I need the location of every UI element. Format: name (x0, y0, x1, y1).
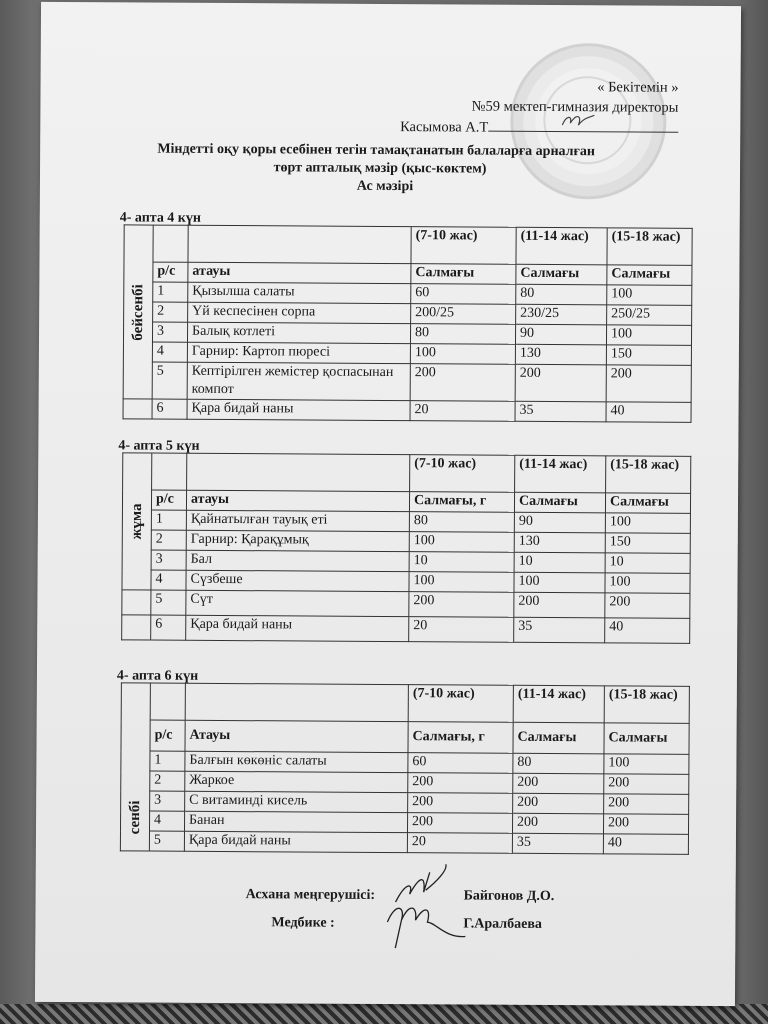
document-title-line3: Ас мәзірі (356, 178, 414, 195)
weight-15-18: 200 (604, 774, 689, 795)
document-page (35, 2, 741, 1006)
row-number: 1 (150, 751, 185, 771)
table-row (120, 831, 688, 854)
table-row (122, 590, 690, 618)
col-header-weight: Салмағы, г (409, 492, 514, 513)
weight-7-10: 80 (409, 512, 514, 533)
col-header-number: р/с (151, 490, 186, 510)
dish-name: Бал (186, 550, 409, 571)
weight-7-10: 10 (409, 552, 514, 573)
weight-7-10: 60 (411, 284, 516, 305)
day-cell (123, 225, 153, 399)
row-number: 3 (151, 550, 186, 570)
row-number: 3 (150, 791, 185, 811)
age-group-11-14: (11-14 жас) (515, 455, 606, 493)
weight-11-14: 35 (515, 401, 606, 422)
weight-11-14: 90 (515, 324, 606, 345)
menu-table-friday (121, 452, 691, 643)
weight-11-14: 200 (513, 793, 604, 814)
document-title-line1: Міндетті оқу қоры есебінен тегін тамақтанатын балаларға арналған (157, 141, 596, 160)
row-number: 5 (151, 590, 186, 615)
weight-15-18: 200 (605, 593, 690, 619)
dish-name: Гарнир: Қарақұмық (186, 530, 409, 551)
dish-name: Жаркое (185, 771, 408, 792)
document-title-line2: төрт апталық мәзір (қыс-көктем) (273, 160, 487, 177)
row-number: 6 (152, 399, 187, 419)
weight-15-18: 200 (603, 814, 688, 835)
weight-7-10: 200 (408, 793, 513, 814)
dish-name: С витаминді кисель (185, 791, 408, 812)
weight-11-14: 35 (514, 617, 605, 643)
weight-7-10: 60 (408, 753, 513, 774)
row-number: 1 (151, 510, 186, 530)
nurse-role: Медбике : (271, 915, 335, 931)
age-group-11-14: (11-14 жас) (513, 685, 604, 723)
col-header-weight: Салмағы, г (408, 722, 513, 754)
director-signature (558, 111, 598, 131)
weight-15-18: 10 (605, 553, 690, 574)
weight-15-18: 40 (606, 402, 691, 423)
section-label: 4- апта 4 күн (119, 210, 202, 226)
age-group-7-10: (7-10 жас) (410, 455, 515, 493)
weight-11-14: 130 (515, 344, 606, 365)
weight-7-10: 200 (410, 364, 515, 402)
age-group-15-18: (15-18 жас) (607, 228, 692, 266)
weight-11-14: 230/25 (516, 304, 607, 325)
row-number: 2 (151, 530, 186, 550)
weight-15-18: 40 (603, 834, 688, 855)
weight-11-14: 200 (514, 592, 605, 618)
table-row (122, 615, 690, 643)
dish-name: Банан (184, 811, 407, 832)
age-header-row (124, 225, 692, 265)
weight-11-14: 200 (515, 364, 606, 402)
row-number: 3 (152, 322, 187, 342)
col-header-weight: Салмағы (605, 493, 690, 514)
weight-15-18: 100 (606, 325, 691, 346)
col-header-name: атауы (188, 262, 411, 283)
approval-position: №59 мектеп-гимназия директоры (471, 98, 679, 116)
day-label: сенбі (126, 800, 144, 835)
weight-11-14: 100 (514, 572, 605, 593)
weight-15-18: 40 (605, 618, 690, 644)
weight-15-18: 200 (606, 365, 691, 403)
weight-15-18: 250/25 (607, 305, 692, 326)
weight-11-14: 130 (514, 532, 605, 553)
dish-name: Балық котлеті (187, 322, 410, 343)
row-number: 4 (149, 811, 184, 831)
weight-15-18: 100 (605, 573, 690, 594)
col-header-weight: Салмағы (411, 264, 516, 285)
weight-7-10: 200/25 (411, 304, 516, 325)
dish-name: Қара бидай наны (187, 399, 410, 420)
age-group-7-10: (7-10 жас) (411, 227, 516, 265)
weight-11-14: 35 (512, 833, 603, 854)
dish-name: Кептірілген жемістер қоспасынан компот (187, 362, 410, 400)
approval-heading: « Бекітемін » (597, 79, 679, 96)
weight-15-18: 150 (605, 533, 690, 554)
weight-7-10: 100 (410, 344, 515, 365)
col-header-name: атауы (186, 490, 409, 511)
col-header-weight: Салмағы (516, 264, 607, 285)
day-cell (120, 683, 150, 851)
section-label: 4- апта 5 күн (118, 438, 200, 454)
row-number: 4 (152, 342, 187, 362)
approval-block (400, 76, 679, 139)
age-header-row (123, 453, 691, 493)
weight-7-10: 200 (408, 773, 513, 794)
handwritten-signatures (365, 862, 476, 953)
weight-15-18: 100 (604, 754, 689, 775)
day-label: жұма (128, 503, 145, 540)
col-header-name: Атауы (185, 720, 408, 752)
col-header-number: р/с (153, 262, 188, 282)
day-cell (122, 453, 152, 590)
col-header-weight: Салмағы (514, 492, 605, 513)
background-fabric (0, 1004, 768, 1024)
weight-7-10: 20 (407, 833, 512, 854)
menu-table-saturday (120, 682, 690, 854)
weight-7-10: 80 (410, 324, 515, 345)
row-number: 6 (151, 615, 186, 640)
weight-7-10: 200 (409, 592, 514, 618)
weight-11-14: 80 (516, 284, 607, 305)
section-label: 4- апта 6 күн (116, 668, 199, 684)
dish-name: Сүзбеше (186, 570, 409, 591)
dish-name: Үй кеспесінен сорпа (188, 302, 411, 323)
table-row (123, 362, 691, 402)
weight-11-14: 90 (514, 512, 605, 533)
age-header-row (121, 683, 689, 723)
weight-7-10: 200 (407, 813, 512, 834)
age-group-15-18: (15-18 жас) (604, 686, 689, 724)
dish-name: Қайнатылған тауық еті (186, 510, 409, 531)
menu-table-thursday (123, 224, 693, 422)
weight-7-10: 100 (409, 532, 514, 553)
weight-7-10: 20 (409, 617, 514, 643)
row-number: 2 (150, 771, 185, 791)
table-row (123, 399, 691, 422)
approval-signatory (400, 116, 678, 139)
dish-name: Гарнир: Картоп пюресі (187, 342, 410, 363)
weight-11-14: 200 (513, 773, 604, 794)
weight-15-18: 150 (606, 345, 691, 366)
weight-11-14: 80 (513, 753, 604, 774)
age-group-7-10: (7-10 жас) (408, 685, 513, 723)
approval-name: Касымова А.Т (400, 119, 489, 136)
col-header-weight: Салмағы (513, 722, 604, 754)
age-group-11-14: (11-14 жас) (516, 227, 607, 265)
weight-15-18: 100 (605, 513, 690, 534)
dish-name: Балғын көкөніс салаты (185, 751, 408, 772)
col-header-weight: Салмағы (604, 723, 689, 755)
nurse-name: Г.Аралбаева (463, 916, 542, 932)
age-group-15-18: (15-18 жас) (606, 456, 691, 494)
canteen-manager-name: Байгонов Д.О. (463, 888, 555, 905)
day-label: бейсенбі (129, 283, 147, 341)
column-header-row (121, 720, 689, 754)
weight-15-18: 200 (604, 794, 689, 815)
weight-7-10: 20 (410, 401, 515, 422)
dish-name: Қара бидай наны (184, 831, 407, 852)
row-number: 5 (149, 831, 184, 851)
row-number: 5 (152, 362, 187, 399)
row-number: 1 (153, 282, 188, 302)
weight-11-14: 200 (512, 813, 603, 834)
dish-name: Қызылша салаты (188, 282, 411, 303)
director-signature-line (488, 117, 678, 133)
dish-name: Сүт (186, 590, 409, 616)
dish-name: Қара бидай наны (186, 615, 409, 641)
canteen-manager-role: Асхана меңгерушісі: (245, 887, 376, 903)
row-number: 4 (151, 570, 186, 590)
row-number: 2 (153, 302, 188, 322)
weight-11-14: 10 (514, 552, 605, 573)
weight-7-10: 100 (409, 572, 514, 593)
weight-15-18: 100 (607, 285, 692, 306)
col-header-weight: Салмағы (607, 265, 692, 286)
col-header-number: р/с (150, 720, 185, 751)
